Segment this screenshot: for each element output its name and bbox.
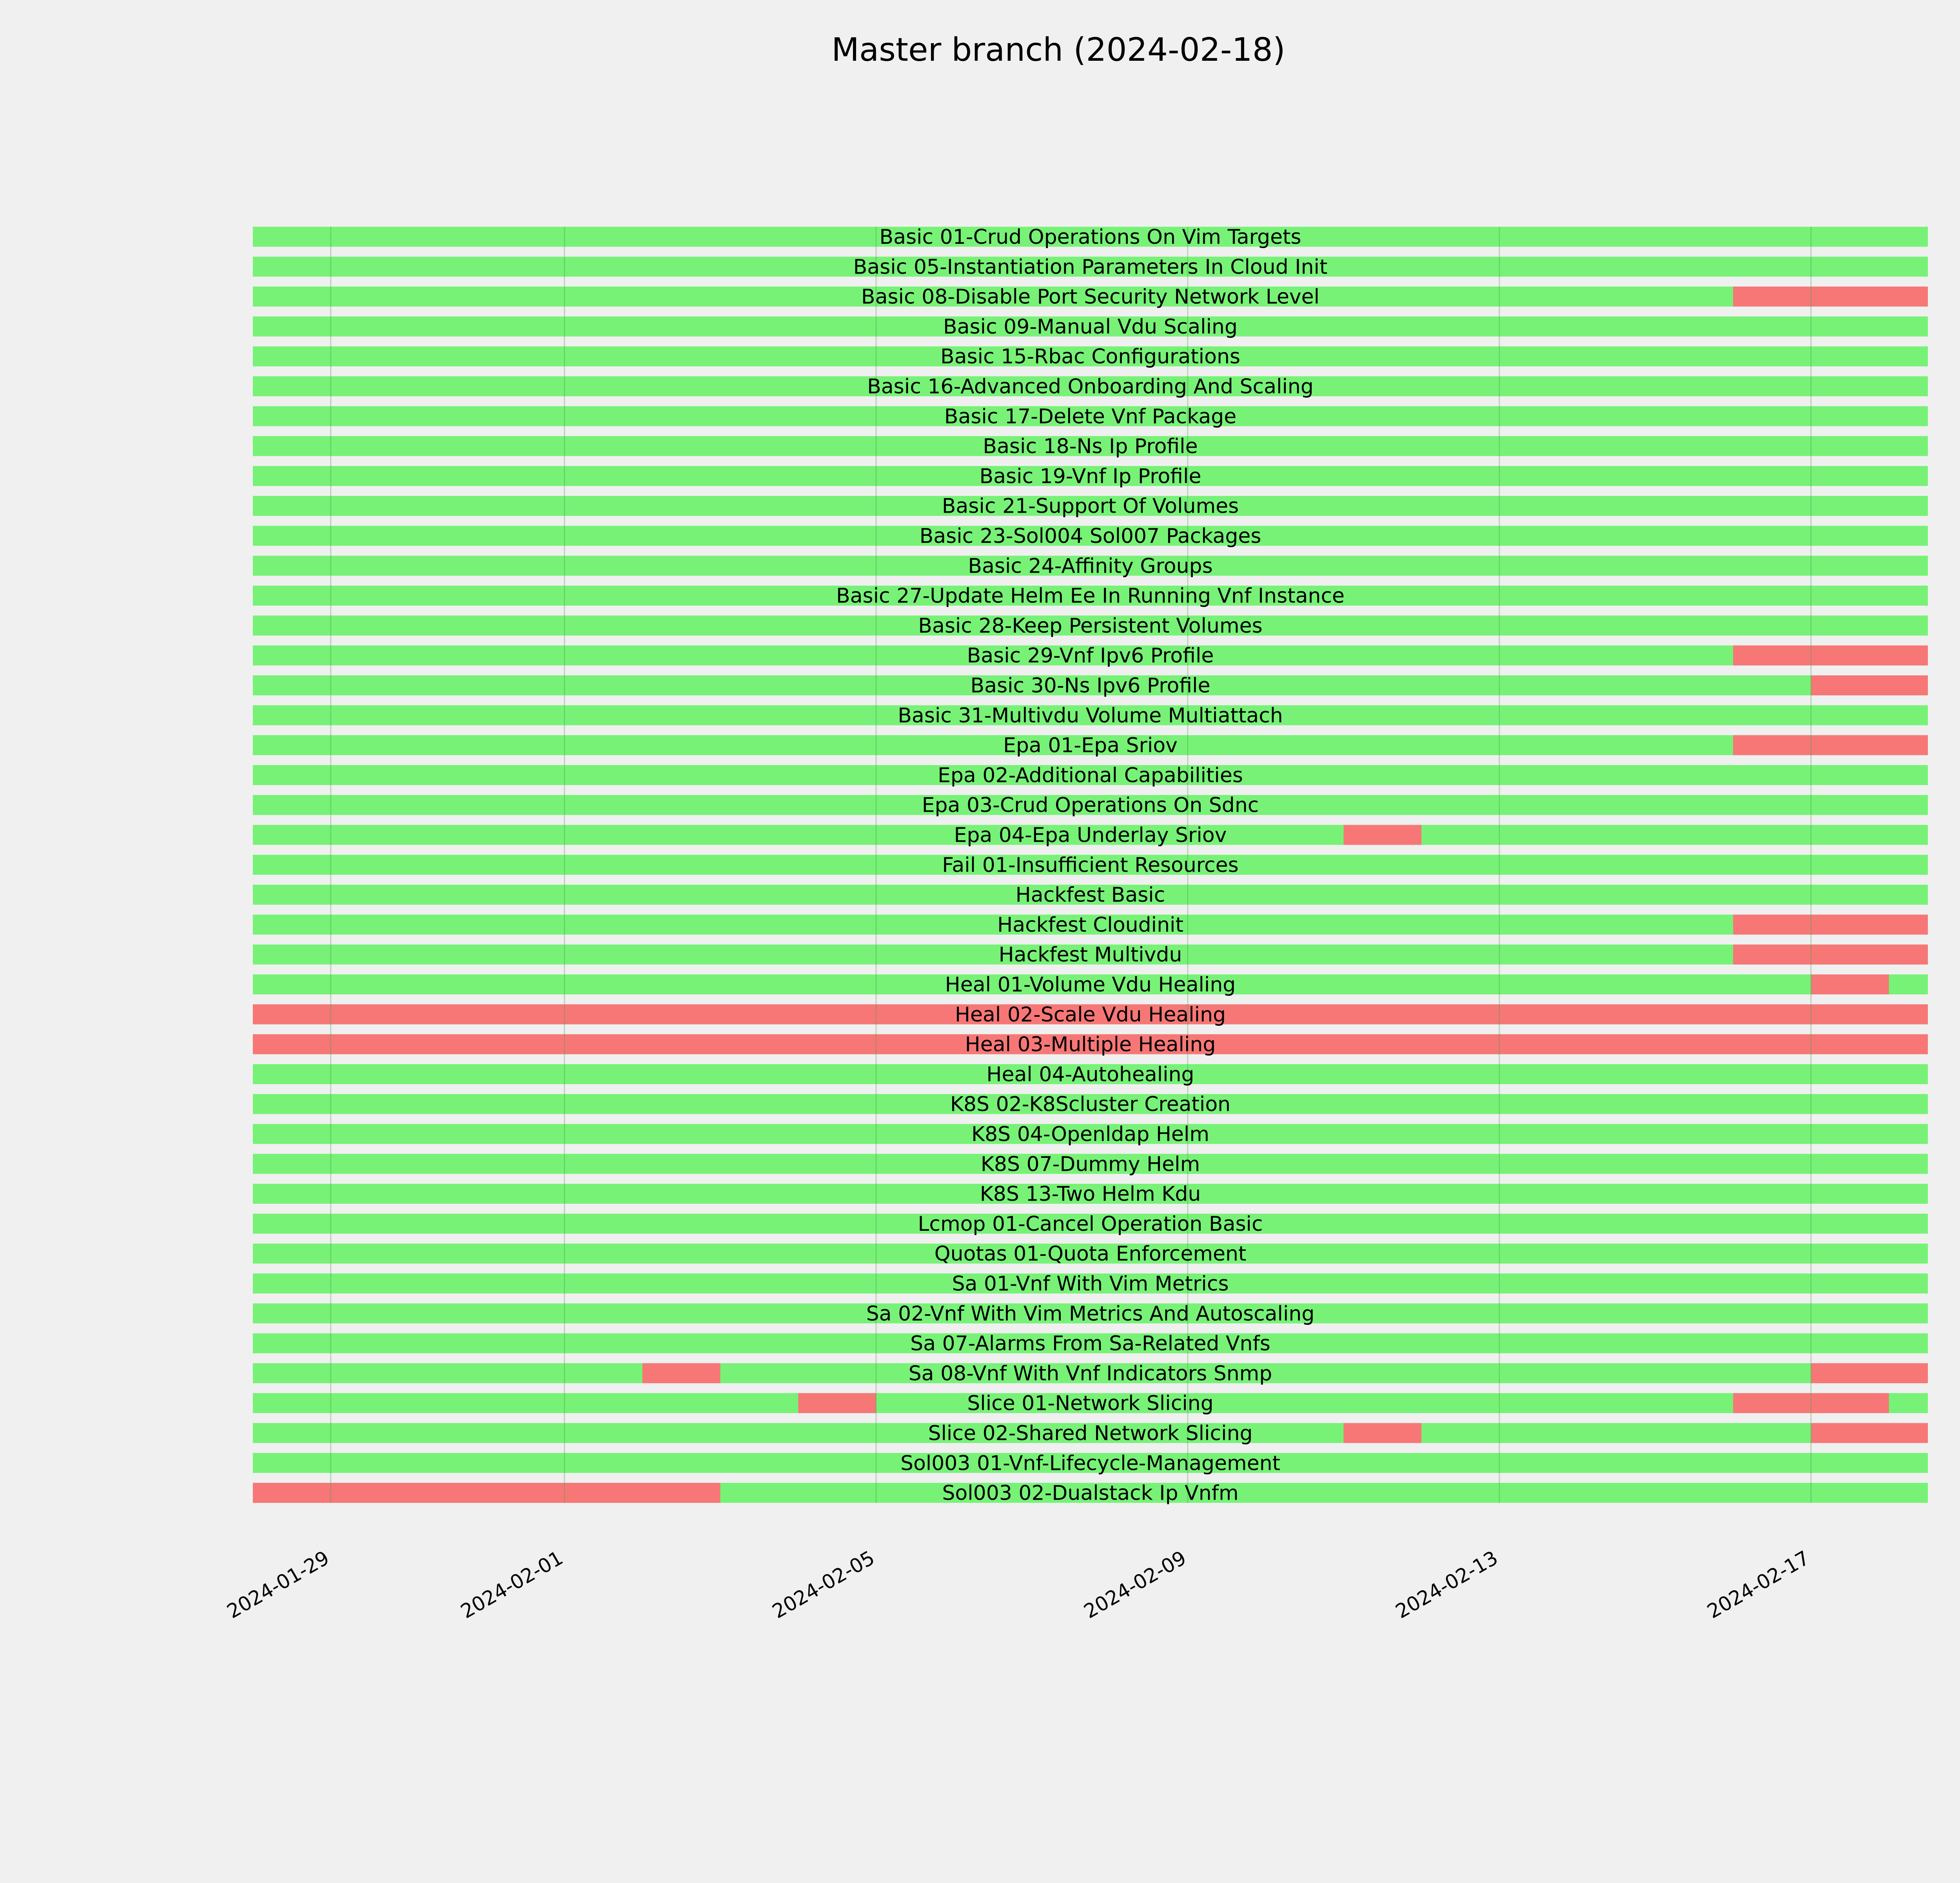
- row-label: Hackfest Basic: [1015, 883, 1165, 907]
- row-label: Basic 23-Sol004 Sol007 Packages: [919, 524, 1261, 548]
- row-label: Epa 03-Crud Operations On Sdnc: [922, 793, 1259, 817]
- timeline-bar-fail: [1733, 914, 1928, 934]
- x-tick-label: 2024-02-09: [1080, 1546, 1190, 1623]
- row-label: Sol003 01-Vnf-Lifecycle-Management: [900, 1451, 1281, 1475]
- row-label: Lcmop 01-Cancel Operation Basic: [918, 1212, 1263, 1236]
- row-label: Sa 01-Vnf With Vim Metrics: [952, 1272, 1229, 1296]
- row-label: K8S 13-Two Helm Kdu: [980, 1182, 1201, 1206]
- timeline-bar-fail: [642, 1363, 720, 1383]
- row-label: Basic 15-Rbac Configurations: [940, 345, 1240, 369]
- row-label: Fail 01-Insufficient Resources: [942, 853, 1239, 877]
- x-tick-label: 2024-02-05: [768, 1546, 878, 1623]
- timeline-bar-fail: [1733, 735, 1928, 755]
- row-label: Basic 18-Ns Ip Profile: [983, 435, 1198, 459]
- row-label: Basic 27-Update Helm Ee In Running Vnf Instance: [836, 584, 1345, 608]
- row-label: Hackfest Cloudinit: [997, 913, 1183, 937]
- chart-title: Master branch (2024-02-18): [831, 31, 1285, 69]
- timeline-bar-fail: [1811, 1363, 1928, 1383]
- timeline-bar-fail: [1811, 675, 1928, 695]
- x-tick-label: 2024-01-29: [223, 1546, 333, 1623]
- row-label: Hackfest Multivdu: [998, 943, 1182, 967]
- timeline-bar-fail: [1733, 287, 1928, 307]
- row-label: Slice 01-Network Slicing: [967, 1391, 1214, 1415]
- row-label: Basic 28-Keep Persistent Volumes: [918, 614, 1263, 638]
- row-label: Basic 21-Support Of Volumes: [942, 494, 1239, 518]
- row-label: Sol003 02-Dualstack Ip Vnfm: [942, 1481, 1239, 1505]
- timeline-bar-fail: [1343, 825, 1421, 845]
- row-label: Slice 02-Shared Network Slicing: [928, 1422, 1253, 1445]
- row-label: Sa 02-Vnf With Vim Metrics And Autoscaling: [866, 1302, 1315, 1326]
- row-label: Basic 19-Vnf Ip Profile: [979, 464, 1201, 488]
- row-label: K8S 07-Dummy Helm: [980, 1152, 1200, 1176]
- row-label: Heal 01-Volume Vdu Healing: [945, 973, 1236, 997]
- row-label: Quotas 01-Quota Enforcement: [934, 1242, 1247, 1266]
- row-label: Basic 08-Disable Port Security Network Level: [861, 285, 1320, 309]
- row-label: Basic 01-Crud Operations On Vim Targets: [879, 225, 1301, 249]
- row-label: Basic 17-Delete Vnf Package: [944, 405, 1237, 428]
- timeline-bar-fail: [1733, 646, 1928, 666]
- row-label: K8S 02-K8Scluster Creation: [950, 1092, 1231, 1116]
- row-label: K8S 04-Openldap Helm: [971, 1123, 1210, 1146]
- row-label: Basic 31-Multivdu Volume Multiattach: [898, 704, 1283, 727]
- row-label: Epa 04-Epa Underlay Sriov: [954, 824, 1227, 847]
- row-label: Basic 16-Advanced Onboarding And Scaling: [867, 375, 1314, 399]
- x-tick-label: 2024-02-17: [1703, 1546, 1813, 1623]
- row-label: Heal 03-Multiple Healing: [965, 1033, 1216, 1057]
- row-label: Basic 24-Affinity Groups: [968, 554, 1213, 578]
- timeline-bar-fail: [798, 1393, 876, 1413]
- row-label: Sa 07-Alarms From Sa-Related Vnfs: [910, 1332, 1270, 1356]
- timeline-bar-fail: [253, 1483, 720, 1503]
- row-label: Sa 08-Vnf With Vnf Indicators Snmp: [908, 1362, 1272, 1386]
- row-label: Heal 04-Autohealing: [986, 1063, 1194, 1087]
- row-label: Epa 01-Epa Sriov: [1003, 734, 1178, 758]
- timeline-bar-fail: [1811, 974, 1889, 994]
- row-label: Basic 29-Vnf Ipv6 Profile: [967, 644, 1214, 668]
- row-label: Heal 02-Scale Vdu Healing: [955, 1003, 1226, 1027]
- x-tick-label: 2024-02-13: [1392, 1546, 1502, 1623]
- timeline-bar-fail: [1811, 1423, 1928, 1443]
- row-label: Basic 09-Manual Vdu Scaling: [943, 315, 1238, 339]
- timeline-bar-fail: [1733, 945, 1928, 965]
- timeline-bar-fail: [1343, 1423, 1421, 1443]
- row-label: Basic 30-Ns Ipv6 Profile: [970, 674, 1210, 698]
- row-label: Epa 02-Additional Capabilities: [938, 764, 1243, 787]
- x-tick-label: 2024-02-01: [457, 1546, 567, 1623]
- row-label: Basic 05-Instantiation Parameters In Cloud Init: [853, 255, 1328, 279]
